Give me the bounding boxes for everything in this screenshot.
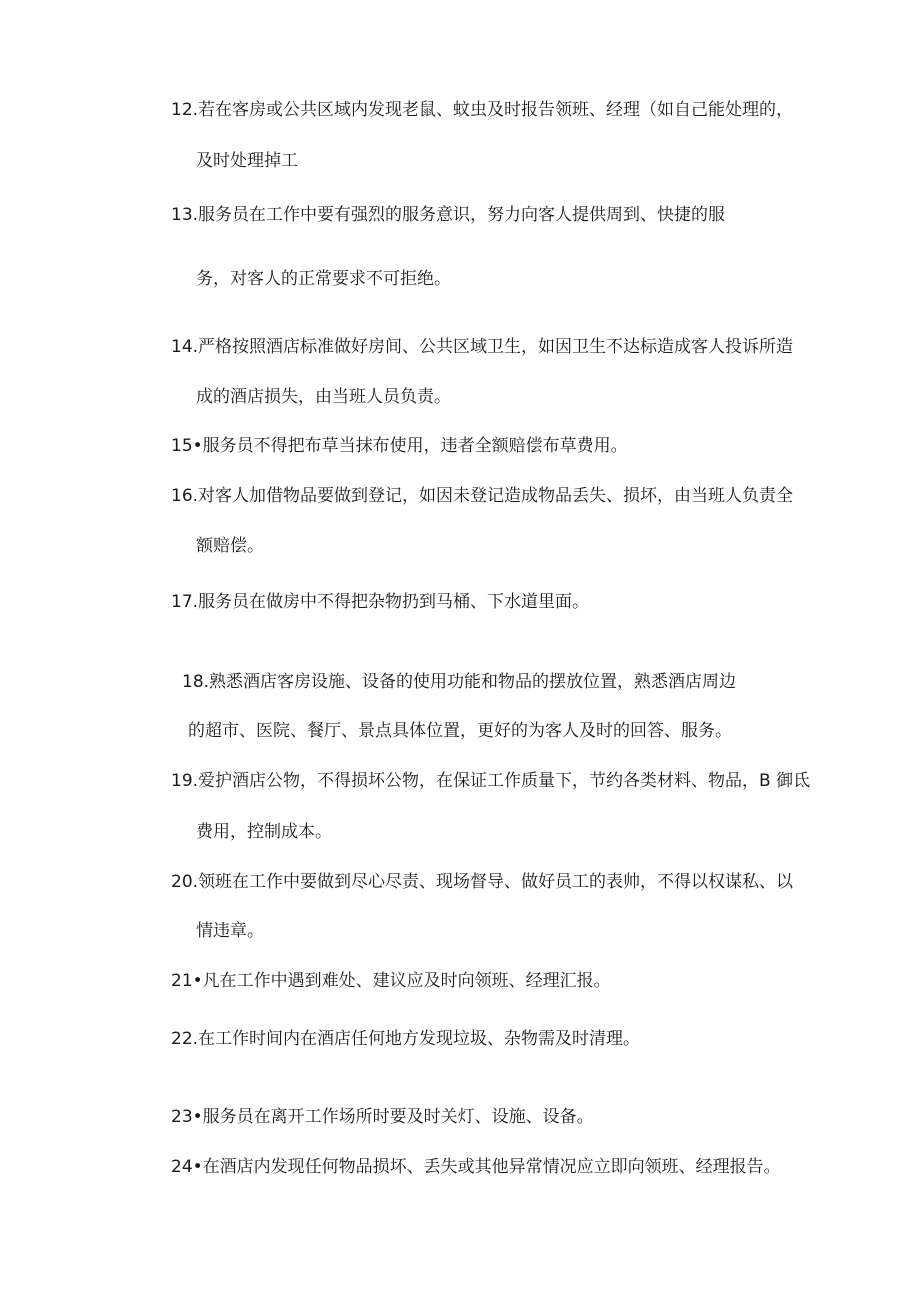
item-23-text: 服务员在离开工作场所时要及时关灯、设施、设备。 [202, 1107, 594, 1127]
item-16-line-2: 额赔偿。 [196, 536, 264, 556]
item-17-text: 服务员在做房中不得把杂物扔到马桶、下水道里面。 [198, 592, 590, 612]
item-16-number: 16. [171, 486, 199, 506]
item-22-text: 在工作时间内在酒店任何地方发现垃圾、杂物需及时清理。 [198, 1029, 641, 1049]
item-22-line-1 [171, 1028, 640, 1050]
item-15-text: 服务员不得把布草当抹布使用，违者全额赔偿布草费用。 [202, 436, 628, 456]
item-21-number: 21• [171, 971, 203, 991]
item-19-number: 19. [171, 771, 199, 791]
item-21-text: 凡在工作中遇到难处、建议应及时向领班、经理汇报。 [202, 971, 611, 991]
item-17-number: 17. [171, 592, 199, 612]
item-13-line-1 [171, 204, 725, 226]
item-19-text: 爱护酒店公物，不得损坏公物，在保证工作质量下，节约各类材料、物品，B 御氐 [198, 771, 811, 791]
item-20-text: 领班在工作中要做到尽心尽责、现场督导、做好员工的表帅，不得以权谋私、以 [198, 872, 794, 892]
item-15-line-1 [171, 435, 628, 457]
item-23-line-1 [171, 1106, 594, 1128]
item-12-line-1 [171, 99, 793, 121]
item-16-text: 对客人加借物品要做到登记，如因未登记造成物品丢失、损坏，由当班人负责全 [198, 486, 794, 506]
item-12-line-2: 及时处理掉工 [196, 151, 298, 171]
item-20-number: 20. [171, 872, 199, 892]
item-24-number: 24• [171, 1157, 203, 1177]
item-13-line-2: 务，对客人的正常要求不可拒绝。 [196, 269, 451, 289]
item-22-number: 22. [171, 1029, 199, 1049]
item-19-line-1 [171, 770, 810, 792]
item-12-text: 若在客房或公共区域内发现老鼠、蚊虫及时报告领班、经理（如自己能处理的， [198, 100, 794, 120]
item-21-line-1 [171, 970, 611, 992]
item-18-number: 18. [182, 672, 210, 692]
item-24-line-1 [171, 1156, 781, 1178]
item-24-text: 在酒店内发现任何物品损坏、丢失或其他异常情况应立即向领班、经理报告。 [202, 1157, 781, 1177]
item-15-number: 15• [171, 436, 203, 456]
item-18-text: 熟悉酒店客房设施、设备的使用功能和物品的摆放位置，熟悉酒店周边 [209, 672, 737, 692]
item-14-text: 严格按照酒店标准做好房间、公共区域卫生，如因卫生不达标造成客人投诉所造 [198, 337, 794, 357]
item-19-line-2: 费用，控制成本。 [196, 822, 332, 842]
item-18-line-2: 的超市、医院、餐厅、景点具体位置，更好的为客人及时的回答、服务。 [188, 721, 732, 741]
item-23-number: 23• [171, 1107, 203, 1127]
item-17-line-1 [171, 591, 589, 613]
item-16-line-1 [171, 485, 793, 507]
item-13-number: 13. [171, 205, 199, 225]
item-20-line-1 [171, 871, 793, 893]
item-12-number: 12. [171, 100, 199, 120]
item-20-line-2: 情违章。 [196, 921, 264, 941]
item-18-line-1 [182, 671, 736, 693]
item-14-number: 14. [171, 337, 199, 357]
item-13-text: 服务员在工作中要有强烈的服务意识，努力向客人提供周到、快捷的服 [198, 205, 726, 225]
item-14-line-2: 成的酒店损失，由当班人员负责。 [196, 387, 451, 407]
item-14-line-1 [171, 336, 793, 358]
